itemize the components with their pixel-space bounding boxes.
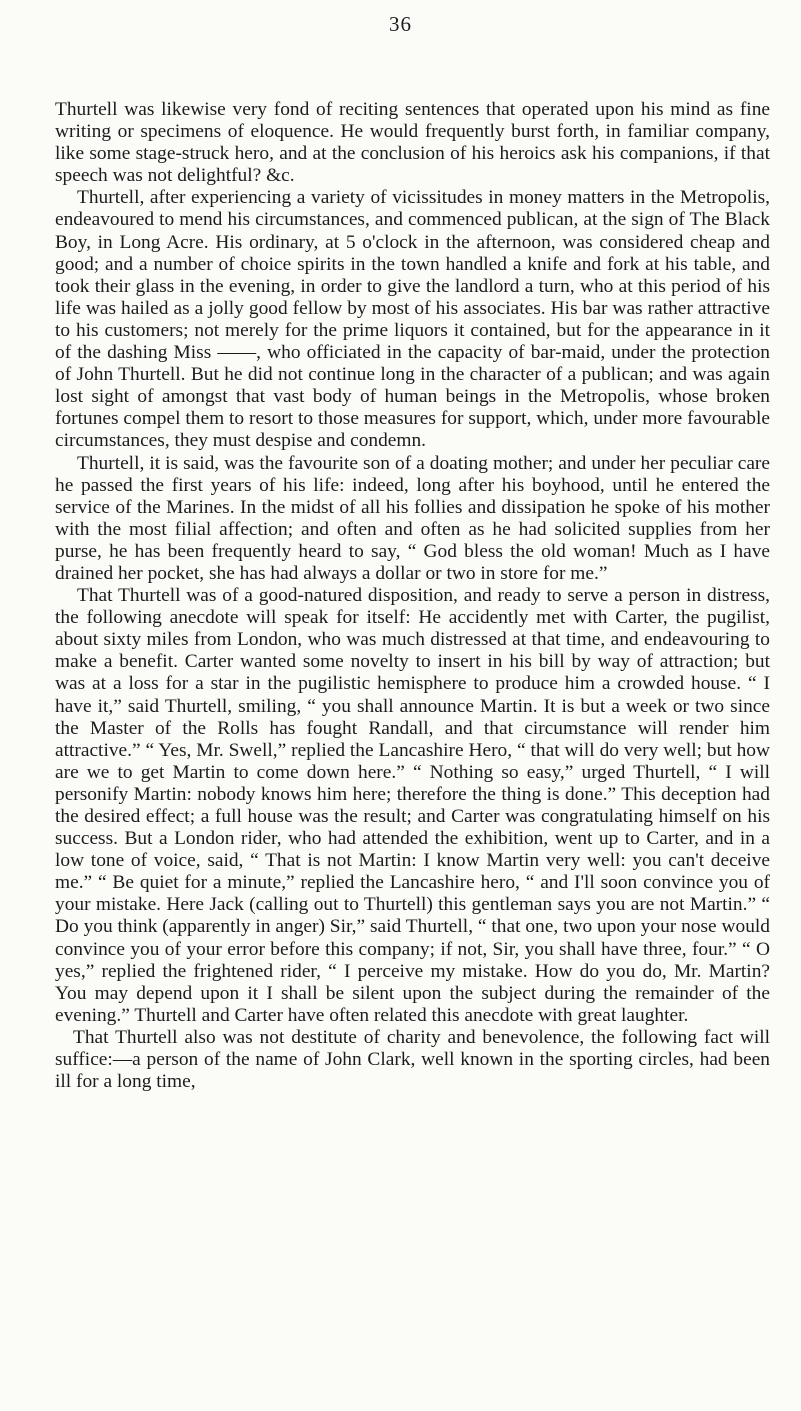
body-text bbox=[55, 99, 770, 1093]
paragraph-publican: Thurtell, after experiencing a variety of vicissitudes in money matters in the Metropolis, endeavoured to mend his circumstances, and commenced publican, at the sign of The Black Boy, in Long Acre. His ordinary, at 5 o'clock in the afternoon, was considered cheap and good; and a number of choice spirits in the town handled a knife and fork at his table, and took their glass in the evening, in order to give the landlord a turn, who at this period of his life was hailed as a jolly good fellow by most of his associates. His bar was rather attractive to his customers; not merely for the prime liquors it contained, but for the appearance in it of the dashing Miss ——, who officiated in the capacity of bar-maid, under the protection of John Thurtell. But he did not continue long in the character of a publican; and was again lost sight of amongst that vast body of human beings in the Metropolis, whose broken fortunes compel them to resort to those measures for support, which, under more favourable circumstances, they must despise and condemn. bbox=[55, 187, 770, 452]
paragraph-mother: Thurtell, it is said, was the favourite son of a doating mother; and under her peculiar care he passed the first years of his life: indeed, long after his boyhood, until he entered the service of the Marines. In the midst of all his follies and dissipation he spoke of his mother with the most filial affection; and often and often as he had solicited supplies from her purse, he has been frequently heard to say, “ God bless the old woman! Much as I have drained her pocket, she has had always a dollar or two in store for me.” bbox=[55, 452, 770, 584]
paragraph-carter-anecdote: That Thurtell was of a good-natured disposition, and ready to serve a person in distress, the following anecdote will speak for itself: He accidently met with Carter, the pugilist, about sixty miles from London, who was much distressed at that time, and endeavouring to make a benefit. Carter wanted some novelty to insert in his bill by way of attraction; but was at a loss for a star in the pugilistic hemisphere to produce him a crowded house. “ I have it,” said Thurtell, smiling, “ you shall announce Martin. It is but a week or two since the Master of the Rolls has fought Randall, and that circumstance will render him attractive.” “ Yes, Mr. Swell,” replied the Lancashire Hero, “ that will do very well; but how are we to get Martin to come down here.” “ Nothing so easy,” urged Thurtell, “ I will personify Martin: nobody knows him here; therefore the thing is done.” This deception had the desired effect; a full house was the result; and Carter was congratulating himself on his success. But a London rider, who had attended the exhibition, went up to Carter, and in a low tone of voice, said, “ That is not Martin: I know Martin very well: you can't deceive me.” “ Be quiet for a minute,” replied the Lancashire hero, “ and I'll soon convince you of your mistake. Here Jack (calling out to Thurtell) this gentleman says you are not Martin.” “ Do you think (apparently in anger) Sir,” said Thurtell, “ that one, two upon your nose would convince you of your error before this company; if not, Sir, you shall have three, four.” “ O yes,” replied the frightened rider, “ I perceive my mistake. How do you do, Mr. Martin? You may depend upon it I shall be silent upon the subject during the remainder of the evening.” Thurtell and Carter have often related this anecdote with great laughter. bbox=[55, 585, 770, 1026]
page-number: 36 bbox=[389, 12, 412, 36]
paragraph-charity: That Thurtell also was not destitute of charity and benevolence, the following fact will suffice:—a person of the name of John Clark, well known in the sporting circles, had been ill for a long time, bbox=[55, 1026, 770, 1093]
paragraph-reciting: Thurtell was likewise very fond of reciting sentences that operated upon his mind as fine writing or specimens of eloquence. He would frequently burst forth, in familiar company, like some stage-struck hero, and at the conclusion of his heroics ask his companions, if that speech was not delightful? &c. bbox=[55, 99, 770, 187]
